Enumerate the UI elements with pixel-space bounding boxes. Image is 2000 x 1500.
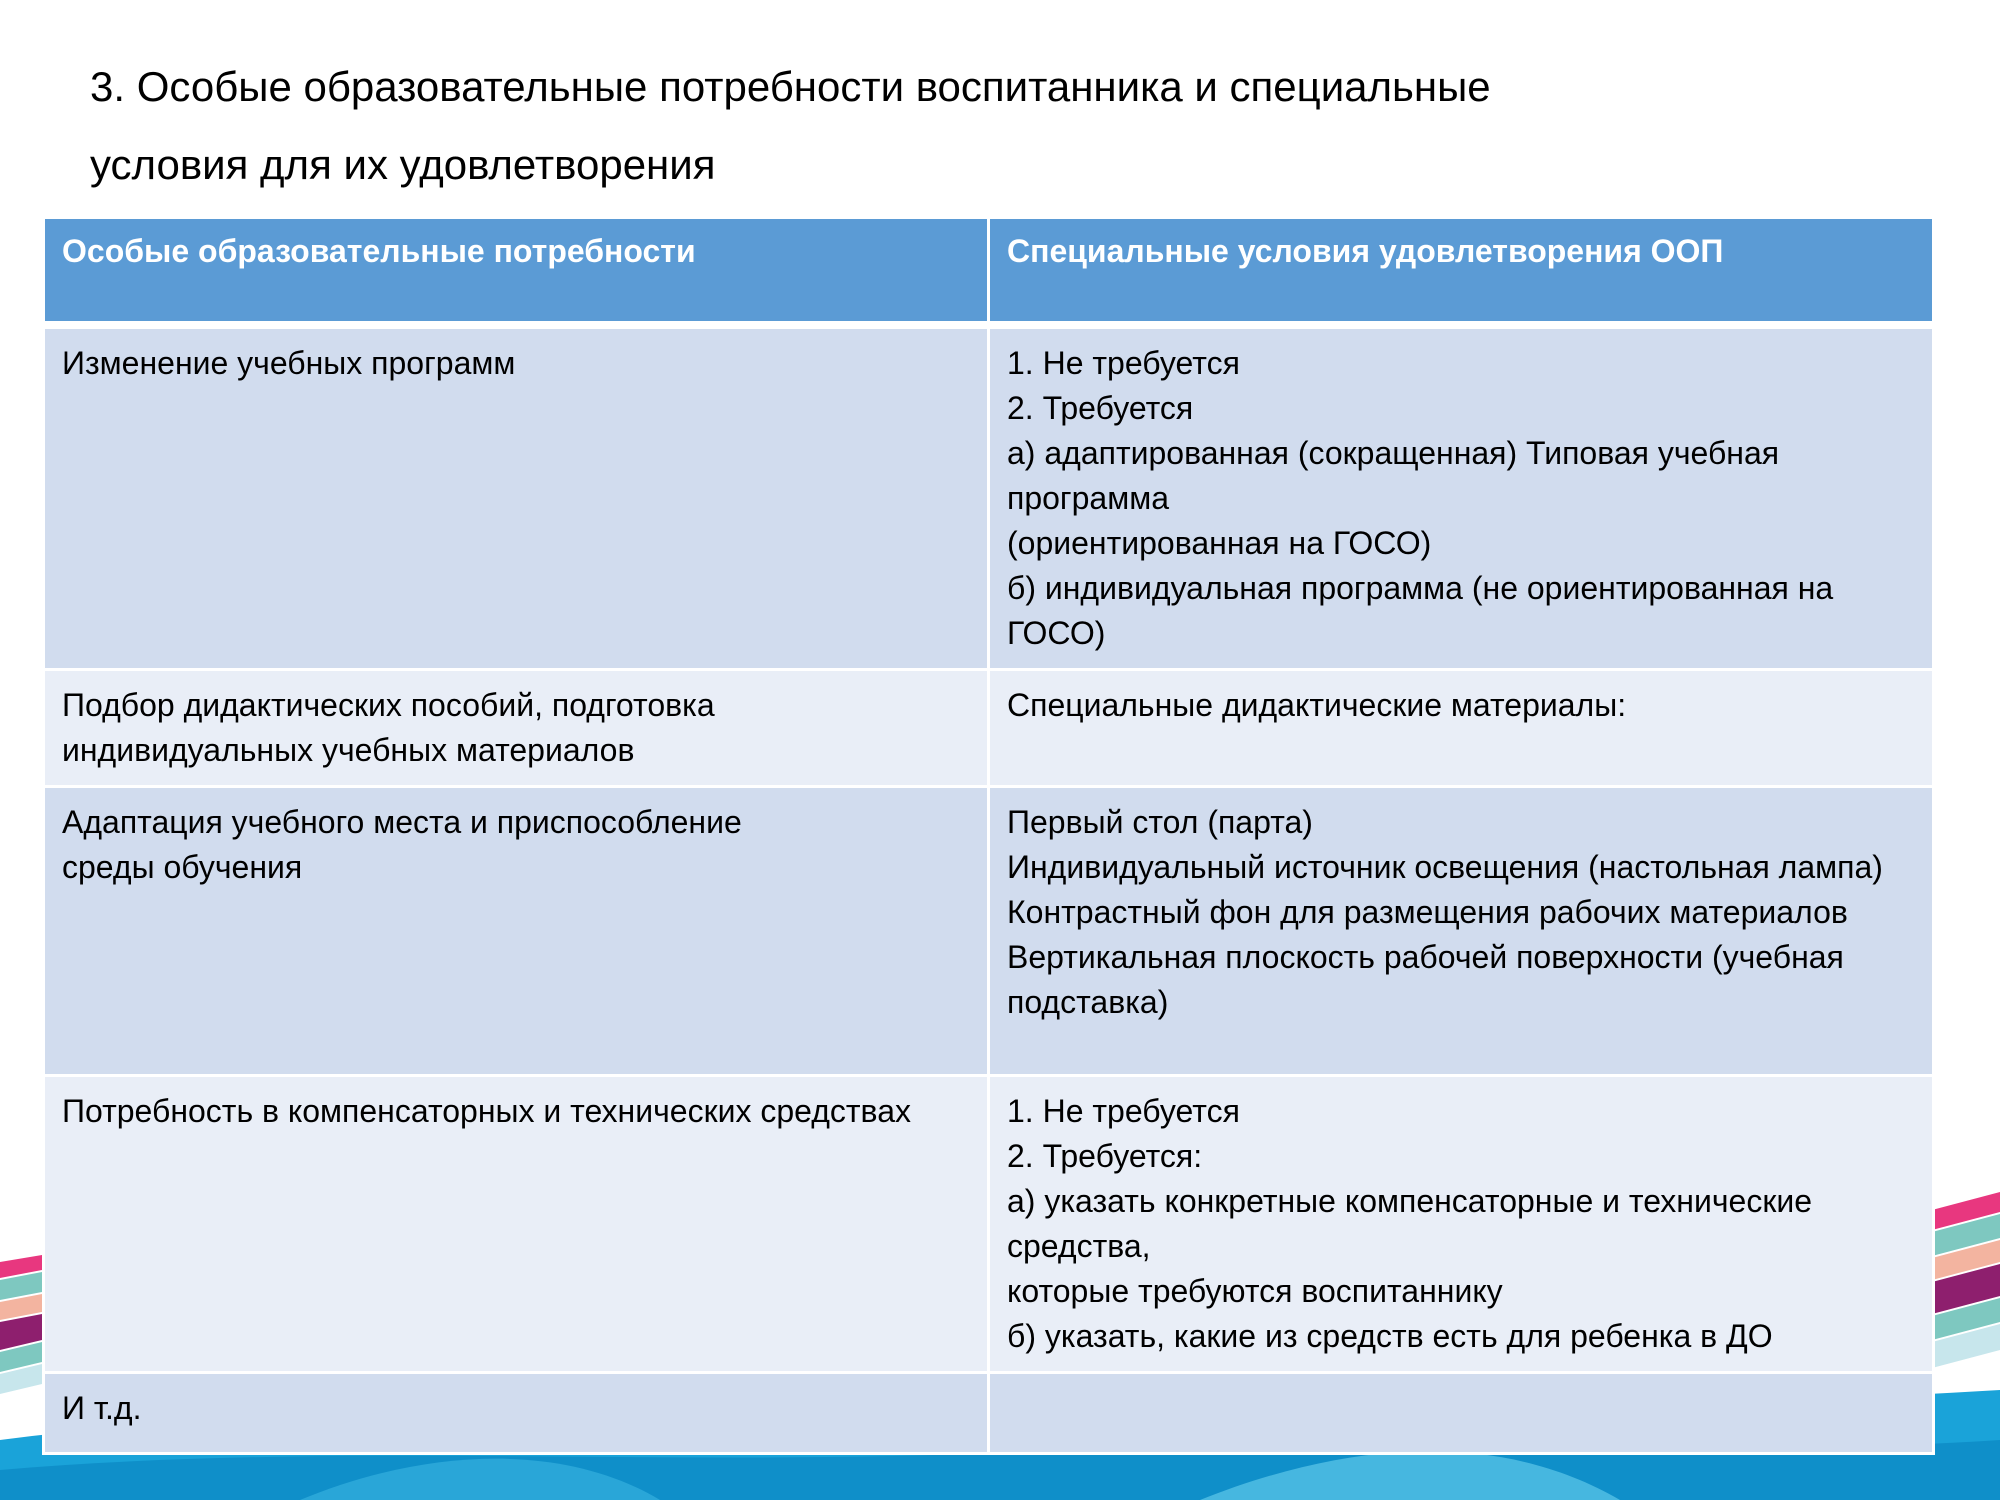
- need-cell: [44, 670, 989, 787]
- need-cell: [44, 787, 989, 1076]
- condition-line: а) указать конкретные компенсаторные и технические средства,: [1007, 1183, 1812, 1264]
- table-row: [44, 670, 1934, 787]
- need-cell: [44, 1373, 989, 1454]
- needs-table-container: [42, 216, 1932, 1455]
- condition-line: (ориентированная на ГОСО): [1007, 525, 1432, 561]
- slide-title-line-2: условия для их удовлетворения: [90, 141, 716, 188]
- table-row: [44, 787, 1934, 1076]
- conditions-cell: [989, 787, 1934, 1076]
- need-text: Адаптация учебного места и приспособление: [62, 804, 742, 840]
- need-text: Подбор дидактических пособий, подготовка индивидуальных учебных материалов: [62, 687, 715, 768]
- condition-line: Первый стол (парта): [1007, 804, 1313, 840]
- need-text: И т.д.: [62, 1390, 142, 1426]
- condition-line: которые требуются воспитаннику: [1007, 1273, 1503, 1309]
- condition-line: 1. Не требуется: [1007, 1093, 1240, 1129]
- table-header-row: [44, 218, 1934, 326]
- condition-line: б) индивидуальная программа (не ориентированная на ГОСО): [1007, 570, 1834, 651]
- condition-line: а) адаптированная (сокращенная) Типовая учебная программа: [1007, 435, 1780, 516]
- conditions-cell-empty: [989, 1373, 1934, 1454]
- condition-line: 1. Не требуется: [1007, 345, 1240, 381]
- header-conditions: Специальные условия удовлетворения ООП: [989, 218, 1934, 326]
- need-text: среды обучения: [62, 849, 303, 885]
- need-cell: [44, 325, 989, 670]
- conditions-cell: [989, 670, 1934, 787]
- condition-line: 2. Требуется: [1007, 390, 1194, 426]
- need-text: Изменение учебных программ: [62, 345, 516, 381]
- need-text: Потребность в компенсаторных и технических средствах: [62, 1093, 911, 1129]
- conditions-cell: [989, 1076, 1934, 1373]
- condition-line: Контрастный фон для размещения рабочих материалов: [1007, 894, 1848, 930]
- conditions-cell: [989, 325, 1934, 670]
- table-row: [44, 1373, 1934, 1454]
- header-needs: Особые образовательные потребности: [44, 218, 989, 326]
- table-row: [44, 1076, 1934, 1373]
- condition-line: Индивидуальный источник освещения (настольная лампа): [1007, 849, 1883, 885]
- need-cell: [44, 1076, 989, 1373]
- condition-line: б) указать, какие из средств есть для ребенка в ДО: [1007, 1318, 1773, 1354]
- slide-title: [90, 48, 1790, 204]
- table-row: [44, 325, 1934, 670]
- condition-line: 2. Требуется:: [1007, 1138, 1203, 1174]
- condition-line: Вертикальная плоскость рабочей поверхности (учебная подставка): [1007, 939, 1844, 1020]
- slide-title-line-1: 3. Особые образовательные потребности воспитанника и специальные: [90, 63, 1491, 110]
- condition-line: Специальные дидактические материалы:: [1007, 687, 1627, 723]
- needs-conditions-table: [42, 216, 1935, 1455]
